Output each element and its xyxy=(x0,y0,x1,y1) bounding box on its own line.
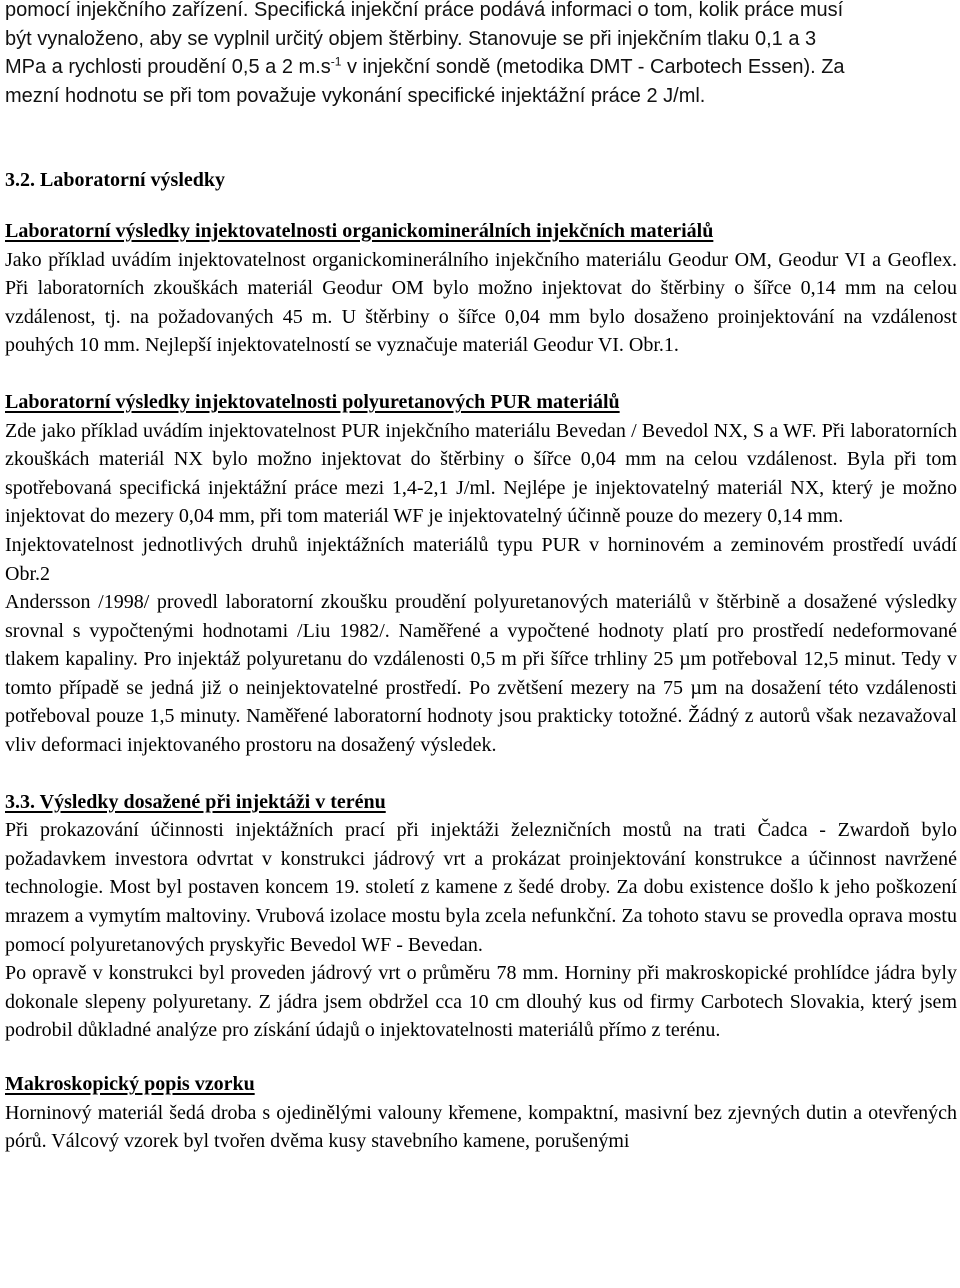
paragraph-field-2: Po opravě v konstrukci byl proveden jádrový vrt o průměru 78 mm. Horniny při makroskopické prohlídce jádra byly dokonale slepeny polyuretany. Z jádra jsem obdržel cca 10 cm dlouhý kus od firmy Carbotech Slovakia, který jsem podrobil důkladné analýze pro získání údajů o injektovatelnosti materiálů přímo z terénu. xyxy=(5,962,957,1042)
paragraph-pur-2: Injektovatelnost jednotlivých druhů injektážních materiálů typu PUR v horninovém a zeminovém prostředí uvádí Obr.2 xyxy=(5,533,957,585)
section-heading-3-3: 3.3. Výsledky dosažené při injektáži v terénu xyxy=(5,790,386,813)
section-heading-3-2: 3.2. Laboratorní výsledky xyxy=(5,169,226,192)
macro-heading: Makroskopický popis vzorku xyxy=(5,1073,255,1095)
intro-line-4: mezní hodnotu se při tom považuje vykonání specifické injektážní práce 2 J/ml. xyxy=(5,84,706,107)
paragraph-organomineral: Jako příklad uvádím injektovatelnost organickominerálního injekčního materiálu Geodur OM, Geodur VI a Geoflex. Při laboratorních zkouškách materiál Geodur OM bylo možno injektovat do štěrbiny o šířce 0,14 mm na celou vzdálenost, tj. na požadovaných 45 m. U štěrbiny o šířce 0,04 mm bylo dosaženo proinjektování na vzdálenost pouhých 10 mm. Nejlepší injektovatelností se vyznačuje materiál Geodur VI. Obr.1. xyxy=(5,248,957,357)
paragraph-field-1: Při prokazování účinnosti injektážních prací při injektáži železničních mostů na trati Čadca - Zwardoň bylo požadavkem investora odvrtat v konstrukci jádrový vrt a prokázat proinjektování konstrukce a účinnost navržené technologie. Most byl postaven koncem 19. století z kamene z šedé droby. Za dobu existence došlo k jeho poškození mrazem a vymytím maltoviny. Vrubová izolace mostu byla zcela nefunkční. Za tohoto stavu se provedla oprava mostu pomocí polyuretanových pryskyřic Bevedol WF - Bevedan. xyxy=(5,819,957,956)
superscript-minus-one: -1 xyxy=(330,54,342,69)
paragraph-pur-3: Andersson /1998/ provedl laboratorní zkoušku proudění polyuretanových materiálů v štěrbině a dosažené výsledky srovnal s vypočtenými hodnotami /Liu 1982/. Naměřené a vypočtené hodnoty platí pro prostředí nedeformované tlakem kapaliny. Pro injektáž polyuretanu do vzdálenosti 0,5 m při šířce trhliny 25 µm potřeboval 12,5 minut. Tedy v tomto případě se jedná již o neinjektovatelné prostředí. Po zvětšení mezery na 75 µm na dosažení této vzdálenosti potřeboval pouze 1,5 minuty. Naměřené laboratorní hodnoty jsou prakticky totožné. Žádný z autorů však nezavažoval vliv deformaci injektovaného prostoru na dosažený výsledek. xyxy=(5,591,957,757)
macro-paragraph: Horninový materiál šedá droba s ojedinělými valouny křemene, kompaktní, masivní bez zjevných dutin a otevřených pórů. Válcový vzorek byl tvořen dvěma kusy stavebního kamene, porušenými xyxy=(5,1101,957,1153)
intro-line-3a: MPa a rychlosti proudění 0,5 a 2 m.s xyxy=(5,56,331,79)
paragraph-pur-1: Zde jako příklad uvádím injektovatelnost PUR injekčního materiálu Bevedan / Bevedol NX, S a WF. Při laboratorních zkouškách materiál NX bylo možno injektovat do štěrbiny o šířce 0,04 mm na celou vzdálenost. Byla při tom spotřebovaná specifická injektážní práce mezi 1,4-2,1 J/ml. Nejlépe je injektovatelný materiál NX, který je možno injektovat do mezery 0,04 mm, při tom materiál WF je injektovatelný účinně pouze do mezery 0,14 mm. xyxy=(5,419,957,528)
intro-line-1: pomocí injekčního zařízení. Specifická injekční práce podává informaci o tom, kolik práce musí xyxy=(5,0,844,21)
intro-line-3b: v injekční sondě (metodika DMT - Carbotech Essen). Za xyxy=(341,56,845,79)
subsection-heading-pur: Laboratorní výsledky injektovatelnosti polyuretanových PUR materiálů xyxy=(5,390,620,413)
intro-line-2: být vynaloženo, aby se vyplnil určitý objem štěrbiny. Stanovuje se při injekčním tlaku 0,1 a 3 xyxy=(5,27,817,50)
subsection-heading-organomineral: Laboratorní výsledky injektovatelnosti organickominerálních injekčních materiálů xyxy=(5,219,714,242)
intro-paragraph xyxy=(5,0,957,110)
document-page xyxy=(5,0,957,1156)
